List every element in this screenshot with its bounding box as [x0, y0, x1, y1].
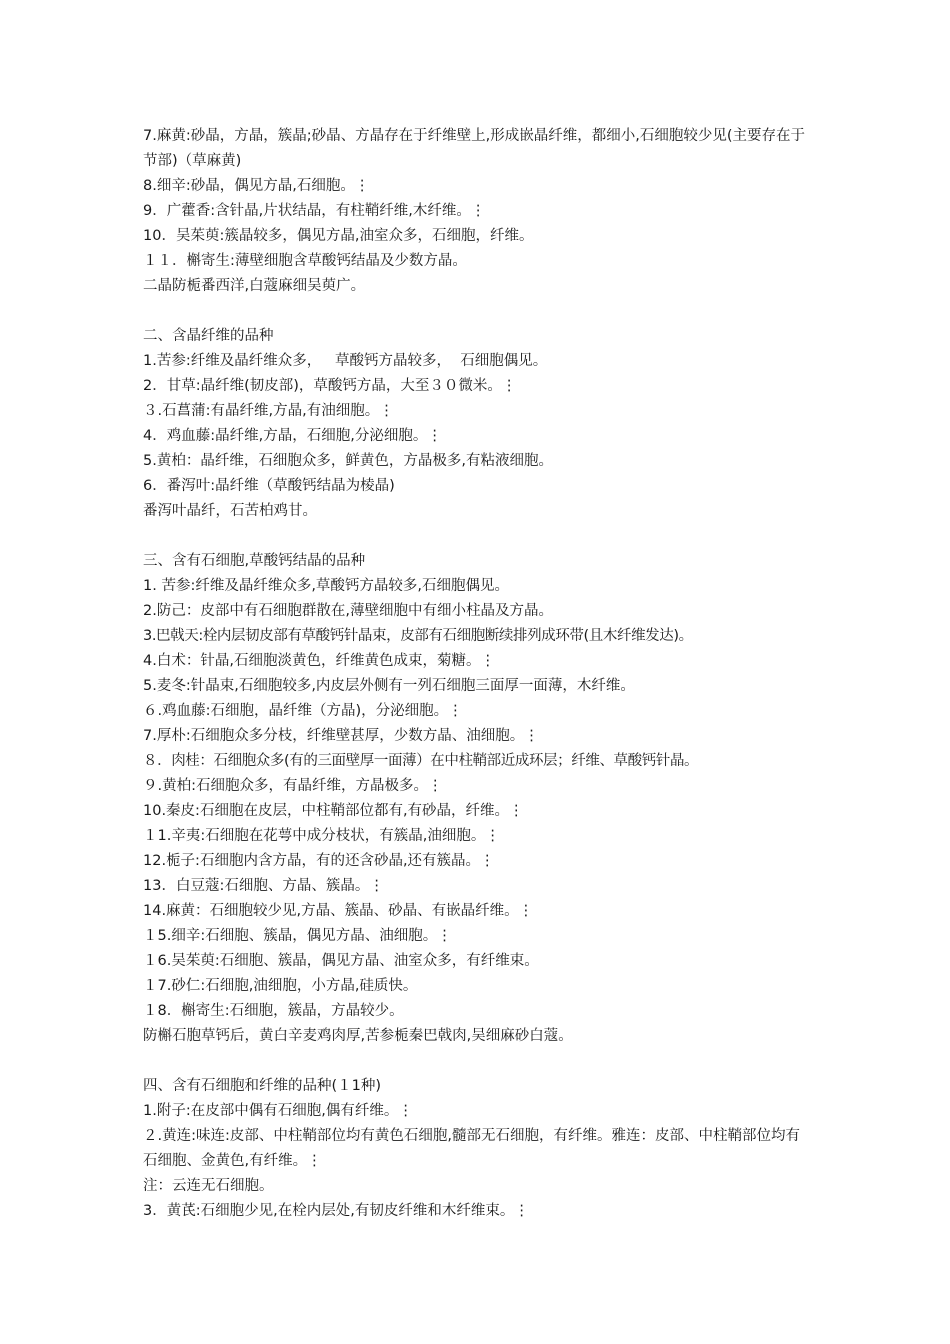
section-heading: 二、含晶纤维的品种 [143, 328, 274, 344]
text-line: 12.栀子:石细胞内含方晶，有的还含砂晶,还有簇晶。⋮ [143, 853, 495, 869]
section-heading: 三、含有石细胞,草酸钙结晶的品种 [143, 553, 366, 569]
text-line: 1.苦参:纤维及晶纤维众多， 草酸钙方晶较多， 石细胞偶见。 [143, 353, 548, 369]
text-line: １5.细辛:石细胞、簇晶，偶见方晶、油细胞。⋮ [143, 928, 452, 944]
text-line: 5.黄柏：晶纤维，石细胞众多，鲜黄色，方晶极多,有粘液细胞。 [143, 453, 553, 469]
text-line: 13．白豆蔻:石细胞、方晶、簇晶。⋮ [143, 878, 384, 894]
text-line: １6.吴茱萸:石细胞、簇晶，偶见方晶、油室众多，有纤维束。 [143, 953, 539, 969]
text-line: 1. 苦参:纤维及晶纤维众多,草酸钙方晶较多,石细胞偶见。 [143, 578, 510, 594]
text-line: １１．槲寄生:薄壁细胞含草酸钙结晶及少数方晶。 [143, 253, 467, 269]
text-line: 10.秦皮:石细胞在皮层，中柱鞘部位都有,有砂晶，纤维。⋮ [143, 803, 524, 819]
text-line: 10．吴茱萸:簇晶较多，偶见方晶,油室众多，石细胞，纤维。 [143, 228, 534, 244]
text-line: 9．广藿香:含针晶,片状结晶，有柱鞘纤维,木纤维。⋮ [143, 203, 486, 219]
text-line: 7.麻黄:砂晶，方晶，簇晶;砂晶、方晶存在于纤维壁上,形成嵌晶纤维，都细小,石细胞较少见(主要存在于节部)（草麻黄) [143, 128, 805, 169]
text-line: 8.细辛:砂晶，偶见方晶,石细胞。⋮ [143, 178, 370, 194]
blank-line [143, 1049, 813, 1074]
text-line: 7.厚朴:石细胞众多分枝，纤维壁甚厚，少数方晶、油细胞。⋮ [143, 728, 539, 744]
text-line: 6．番泻叶:晶纤维（草酸钙结晶为棱晶) [143, 478, 395, 494]
text-line: 2.防己：皮部中有石细胞群散在,薄壁细胞中有细小柱晶及方晶。 [143, 603, 553, 619]
blank-line [143, 299, 813, 324]
text-line: １1.辛夷:石细胞在花萼中成分枝状，有簇晶,油细胞。⋮ [143, 828, 500, 844]
text-line: ９.黄柏:石细胞众多，有晶纤维，方晶极多。⋮ [143, 778, 443, 794]
text-line: 5.麦冬:针晶束,石细胞较多,内皮层外侧有一列石细胞三面厚一面薄，木纤维。 [143, 678, 635, 694]
text-line: ８．肉桂：石细胞众多(有的三面壁厚一面薄）在中柱鞘部近成环层；纤维、草酸钙针晶。 [143, 753, 699, 769]
text-line: ２.黄连:味连:皮部、中柱鞘部位均有黄色石细胞,髓部无石细胞，有纤维。雅连：皮部、中柱鞘部位均有石细胞、金黄色,有纤维。⋮ [143, 1128, 800, 1169]
text-line: 4.白术：针晶,石细胞淡黄色，纤维黄色成束，菊糖。⋮ [143, 653, 495, 669]
blank-line [143, 524, 813, 549]
text-line: ３.石菖蒲:有晶纤维,方晶,有油细胞。⋮ [143, 403, 394, 419]
text-line: 3．黄芪:石细胞少见,在栓内层处,有韧皮纤维和木纤维束。⋮ [143, 1203, 529, 1219]
text-line: 注：云连无石细胞。 [143, 1178, 274, 1194]
mnemonic-line: 二晶防栀番西洋,白蔻麻细吴萸广。 [143, 278, 366, 294]
text-line: 4．鸡血藤:晶纤维,方晶，石细胞,分泌细胞。⋮ [143, 428, 442, 444]
text-line: 2．甘草:晶纤维(韧皮部)，草酸钙方晶，大至３０微米。⋮ [143, 378, 517, 394]
text-line: ６.鸡血藤:石细胞，晶纤维（方晶)，分泌细胞。⋮ [143, 703, 463, 719]
text-line: 1.附子:在皮部中偶有石细胞,偶有纤维。⋮ [143, 1103, 413, 1119]
text-line: １7.砂仁:石细胞,油细胞，小方晶,硅质快。 [143, 978, 418, 994]
text-line: 3.巴戟天:栓内层韧皮部有草酸钙针晶束，皮部有石细胞断续排列成环带(且木纤维发达)。 [143, 628, 693, 644]
section-heading: 四、含有石细胞和纤维的品种(１1种) [143, 1078, 382, 1094]
text-line: 14.麻黄：石细胞较少见,方晶、簇晶、砂晶、有嵌晶纤维。⋮ [143, 903, 534, 919]
text-line: １8．槲寄生:石细胞，簇晶，方晶较少。 [143, 1003, 404, 1019]
mnemonic-line: 防槲石胞草钙后，黄白辛麦鸡肉厚,苦参栀秦巴戟肉,吴细麻砂白蔻。 [143, 1028, 573, 1044]
document-page [143, 124, 813, 1224]
mnemonic-line: 番泻叶晶纤，石苦柏鸡甘。 [143, 503, 317, 519]
